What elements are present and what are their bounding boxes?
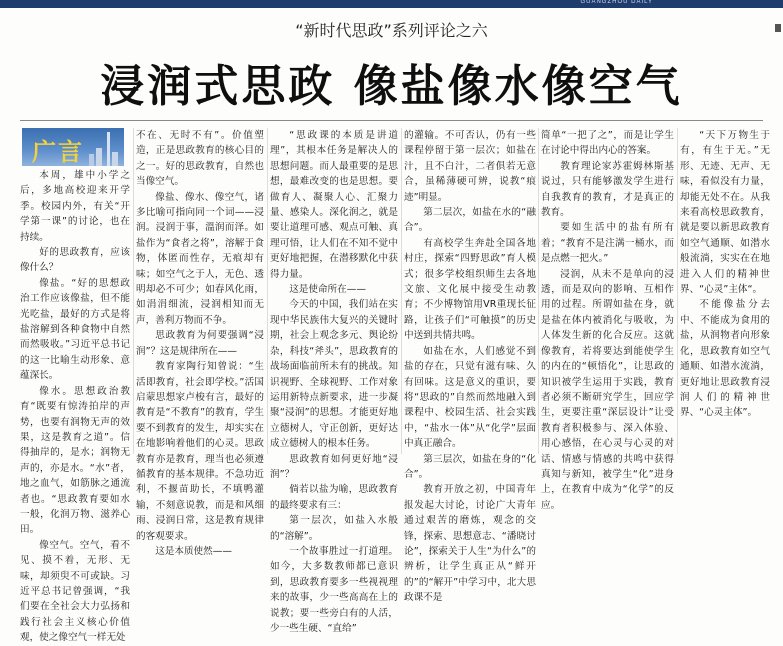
article-column-4	[404, 128, 536, 604]
paragraph: 本周，雄中小学之后，多地高校迎来开学季。校园内外，有关“开学第一课”的讨论，也在持续。	[20, 170, 130, 243]
paragraph: 有高校学生奔赴全国各地村庄，探索“四野思政”育人模式；很多学校组织师生去各地文旅、文化展中接受生动教育；不少博物馆用VR重现长征路，让孩子们“可触摸”的历史中送到共情共鸣。	[404, 237, 536, 342]
article-column-5	[541, 128, 674, 511]
paragraph: 教育理论家苏霍姆林斯基说过，只有能够激发学生进行自我教育的教育，才是真正的教育。	[541, 160, 674, 219]
paragraph: 思政教育为何要强调“浸润”？这是规律所在——	[136, 330, 264, 357]
masthead-bar	[0, 0, 783, 8]
paragraph: 倘若以盐为喻，思政教育的最终要求有三：	[270, 484, 398, 511]
headline-rule	[20, 120, 763, 121]
column-divider	[538, 128, 539, 454]
series-title: “新时代思政”系列评论之六	[295, 21, 488, 40]
paragraph: 第一层次，如盐入水般的“溶解”。	[270, 515, 398, 542]
paragraph: 教育家陶行知曾说：“生活即教育，社会即学校。”活国启蒙思想家卢梭有言，最好的教育是“不教育”的教育，学生要不到教育的发生，却实实在在地影响着他们的心灵。思政教育亦是教育，理当也必须遵循教育的基本规律。不急功近利，不揠苗助长，不填鸭灌输，不刻意说教，而是和风细雨、浸润日常，这是教育规律的客观要求。	[136, 361, 264, 542]
paragraph: 第三层次，如盐在身的“化合”。	[404, 453, 536, 480]
paragraph: 像盐、像水、像空气，诸多比喻可指向同一个词——浸润。浸润于事，溫润而泽。如盐作为“食者之将”，溶解于食物，体匿而性存，无痕却有味；如空气之于人，无色、透明却必不可少；如春风化雨，如涓涓细流，浸润相知而无声，善利万物而不争。	[136, 191, 264, 326]
skyline-building	[89, 154, 94, 166]
article-column-6	[680, 128, 770, 454]
paragraph: “思政课的本质是讲道理”，其根本任务是解决人的思想问题。而人最重要的是思想，最难改变的也是思想。要做育人、凝聚人心、汇聚力量、感染人。深化润之，就是要让道理可感、观点可触、真理可悟，让人们在不知不觉中更好地把握，在潜移默化中获得力量。	[270, 130, 398, 280]
paragraph: 像空气。空气，看不见、摸不着，无形、无味，却须臾不可或缺。习近平总书记曾强调，“我们要在全社会大力弘扬和践行社会主义核心价值观，使之像空气一样无处	[20, 539, 130, 644]
paragraph: 今天的中国，我们站在实现中华民族伟大复兴的关键时期，社会上观念多元、舆论纷杂，科技“斧头”，思政教育的战场面临前所未有的挑战。知识视野、全球视野、工作对象运用新特点新要求，进一步凝聚“浸润”的思想。才能更好地立德树人，守正创新，更好达成立德树人的根本任务。	[270, 299, 398, 450]
article-column-1	[20, 168, 130, 644]
paragraph: 简单“一把了之”，而是让学生在讨论中得出内心的答案。	[541, 130, 674, 157]
article-column-3	[270, 128, 398, 634]
column-divider	[401, 128, 402, 454]
paragraph: 如盐在水，人们感觉不到盐的存在，只觉有滋有味、久有回味。这是意义的重识，要将“思政的”自然而然地融入到课程中、校园生活、社会实践中，“盐水一体”从“化学”层面中真正融合。	[404, 345, 536, 450]
paragraph: 一个故事胜过一打道理。如今，大多数教师都已意识到，思政教育要多一些视视理来的故事，少一些高高在上的说教；要一些旁白有的人活，少一些生硬、“直给”	[270, 545, 398, 634]
column-logo	[22, 128, 124, 166]
article-column-2	[136, 128, 264, 557]
paragraph: 思政教育如何更好地“浸润”？	[270, 453, 398, 480]
skyline-building	[96, 148, 102, 166]
column-divider	[133, 128, 134, 454]
paragraph: 的灌输。不可否认，仍有一些课程停留于第一层次；如盐在汁，且不白汁，二者俱若无意合，虽稀薄硬可辨，说教“痕迹”明显。	[404, 130, 536, 203]
column-divider	[267, 128, 268, 454]
paragraph: “天下万物生于有，有生于无。”无形、无迹、无声、无味，看似没有力量，却能无处不在。从我来看高校思政教育，就是要以新思政教育如空气通顺、如潜水般流淌，实实在在地进入人们的精神世界、“心灵”主体“。	[680, 130, 770, 296]
paragraph: 第二层次，如盐在水的“融合”。	[404, 207, 536, 234]
paragraph: 浸润，从未不是单向的浸透，而是双向的影响、互相作用的过程。所谓如盐在身，就是盐在体内被消化与吸收，为人体发生新的化合反应。这就像教育，若将要达到能使学生的内在的“顿悟化”，让思政的知识被学生运用于实践，教育者必须不断研究学生，回应学生，更要注重“深层设计”让受教育者积极参与、深入体验、用心感悟，在心灵与心灵的对话、情感与情感的共鸣中获得真知与新知，被学生“化”进身上，在教育中成为“化学”的反应。	[541, 268, 674, 511]
paragraph: 这是使命所在——	[289, 284, 366, 296]
canton-tower-icon	[107, 132, 110, 166]
paragraph: 不在、无时不有”。价值塑造，正是思政教育的核心目的之一。好的思政教育，自然也当像空气。	[136, 130, 264, 188]
paragraph: 教育开放之初，中国青年报发起大讨论，讨论广大青年通过艰苦的磨炼，观念的交锋，探索、思想意志、“潘晓讨论”，探索关于人生“为什么”的辨析，让学生真正从“鲜开的”的“解开”中学习中，北大思政课不是	[404, 484, 536, 604]
column-logo-text: 广言	[32, 137, 84, 166]
headline: 浸润式思政 像盐像水像空气	[100, 61, 683, 112]
paragraph: 好的思政教育，应该像什么？	[20, 247, 130, 274]
paragraph: 要如生活中的盐有所有着；“教育不是注满一桶水，而是点燃一把火。”	[541, 222, 674, 265]
skyline-building	[112, 152, 118, 166]
paragraph: 这是本质使然——	[155, 545, 232, 557]
paper-name: GUANGZHOU DAILY	[580, 0, 653, 5]
paragraph: 不能像盐分去中、不能成为食用的盐，从润物者向形象化，思政教育如空气通顺、如潜水流淌，更好地让思政教育浸润人们的精神世界、“心灵主体”。	[680, 299, 770, 419]
paragraph: 像水。思想政治教育“既要有惊涛拍岸的声势，也要有润物无声的效果，这是教育之道”。信得抽岸的，是水；润物无声的，亦是水。“水”者，地之血气，如筋脉之通流者也。“思政教育要如水一般，化润万物、滋养心田。	[20, 385, 130, 536]
paragraph: 像盐。“好的思想政治工作应该像盐，但不能光吃盐，最好的方式是将盐溶解到各种食物中自然而然吸收。”习近平总书记的这一比喻生动形象、意蕴深长。	[20, 277, 130, 382]
column-divider	[677, 128, 678, 454]
